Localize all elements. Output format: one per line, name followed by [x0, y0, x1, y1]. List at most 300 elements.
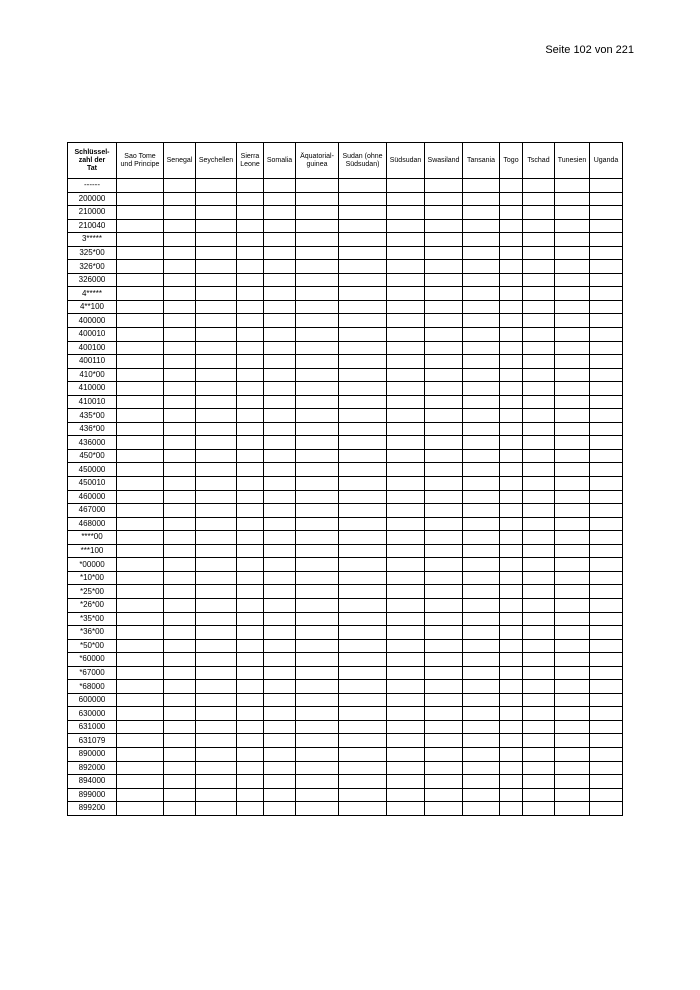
empty-cell — [339, 585, 387, 599]
empty-cell — [463, 409, 500, 423]
empty-cell — [463, 747, 500, 761]
table-row — [68, 680, 623, 694]
empty-cell — [264, 693, 296, 707]
empty-cell — [164, 626, 196, 640]
empty-cell — [425, 585, 463, 599]
empty-cell — [463, 463, 500, 477]
country-column-header — [296, 143, 339, 179]
empty-cell — [296, 246, 339, 260]
empty-cell — [555, 463, 590, 477]
empty-cell — [590, 707, 623, 721]
empty-cell — [164, 544, 196, 558]
empty-cell — [164, 422, 196, 436]
empty-cell — [463, 761, 500, 775]
empty-cell — [196, 761, 237, 775]
empty-cell — [523, 300, 555, 314]
empty-cell — [590, 558, 623, 572]
empty-cell — [164, 477, 196, 491]
empty-cell — [117, 558, 164, 572]
empty-cell — [164, 490, 196, 504]
empty-cell — [196, 693, 237, 707]
empty-cell — [555, 355, 590, 369]
empty-cell — [387, 571, 425, 585]
empty-cell — [196, 273, 237, 287]
empty-cell — [117, 802, 164, 816]
empty-cell — [555, 328, 590, 342]
empty-cell — [339, 598, 387, 612]
empty-cell — [117, 598, 164, 612]
empty-cell — [264, 328, 296, 342]
empty-cell — [463, 368, 500, 382]
empty-cell — [237, 788, 264, 802]
table-row — [68, 612, 623, 626]
empty-cell — [339, 680, 387, 694]
empty-cell — [264, 531, 296, 545]
empty-cell — [590, 463, 623, 477]
empty-cell — [339, 517, 387, 531]
empty-cell — [117, 355, 164, 369]
page-number: Seite 102 von 221 — [545, 44, 634, 56]
empty-cell — [164, 558, 196, 572]
key-cell: 325*00 — [68, 246, 117, 260]
empty-cell — [523, 626, 555, 640]
empty-cell — [523, 598, 555, 612]
empty-cell — [196, 734, 237, 748]
empty-cell — [463, 422, 500, 436]
empty-cell — [237, 409, 264, 423]
empty-cell — [500, 626, 523, 640]
empty-cell — [425, 639, 463, 653]
empty-cell — [296, 260, 339, 274]
empty-cell — [164, 314, 196, 328]
empty-cell — [264, 382, 296, 396]
empty-cell — [555, 449, 590, 463]
key-cell: 460000 — [68, 490, 117, 504]
empty-cell — [500, 206, 523, 220]
empty-cell — [339, 571, 387, 585]
empty-cell — [523, 341, 555, 355]
key-cell: 326*00 — [68, 260, 117, 274]
empty-cell — [523, 287, 555, 301]
empty-cell — [339, 355, 387, 369]
empty-cell — [555, 206, 590, 220]
key-cell: 631000 — [68, 720, 117, 734]
empty-cell — [463, 680, 500, 694]
empty-cell — [237, 598, 264, 612]
empty-cell — [500, 517, 523, 531]
empty-cell — [339, 341, 387, 355]
table-row — [68, 639, 623, 653]
empty-cell — [555, 477, 590, 491]
empty-cell — [339, 747, 387, 761]
empty-cell — [523, 612, 555, 626]
empty-cell — [117, 300, 164, 314]
empty-cell — [339, 761, 387, 775]
empty-cell — [264, 544, 296, 558]
empty-cell — [196, 355, 237, 369]
empty-cell — [117, 720, 164, 734]
key-cell: 3***** — [68, 233, 117, 247]
empty-cell — [296, 585, 339, 599]
empty-cell — [117, 734, 164, 748]
key-cell: 600000 — [68, 693, 117, 707]
empty-cell — [264, 720, 296, 734]
empty-cell — [590, 449, 623, 463]
empty-cell — [425, 720, 463, 734]
empty-cell — [196, 192, 237, 206]
empty-cell — [590, 544, 623, 558]
empty-cell — [425, 341, 463, 355]
table-row — [68, 666, 623, 680]
empty-cell — [339, 612, 387, 626]
empty-cell — [196, 639, 237, 653]
empty-cell — [387, 422, 425, 436]
empty-cell — [164, 300, 196, 314]
empty-cell — [296, 666, 339, 680]
empty-cell — [164, 273, 196, 287]
empty-cell — [339, 463, 387, 477]
empty-cell — [296, 517, 339, 531]
empty-cell — [387, 639, 425, 653]
column-header-label: Tschad — [527, 156, 550, 164]
empty-cell — [555, 409, 590, 423]
table-row — [68, 571, 623, 585]
empty-cell — [523, 246, 555, 260]
empty-cell — [555, 802, 590, 816]
empty-cell — [237, 517, 264, 531]
empty-cell — [523, 422, 555, 436]
empty-cell — [296, 328, 339, 342]
empty-cell — [264, 287, 296, 301]
empty-cell — [117, 273, 164, 287]
empty-cell — [463, 490, 500, 504]
empty-cell — [117, 639, 164, 653]
empty-cell — [117, 531, 164, 545]
empty-cell — [463, 246, 500, 260]
empty-cell — [117, 761, 164, 775]
empty-cell — [500, 355, 523, 369]
empty-cell — [555, 544, 590, 558]
empty-cell — [196, 233, 237, 247]
key-cell: 892000 — [68, 761, 117, 775]
empty-cell — [264, 260, 296, 274]
empty-cell — [523, 260, 555, 274]
empty-cell — [425, 273, 463, 287]
empty-cell — [117, 707, 164, 721]
empty-cell — [523, 531, 555, 545]
empty-cell — [164, 341, 196, 355]
empty-cell — [555, 246, 590, 260]
empty-cell — [500, 219, 523, 233]
empty-cell — [196, 598, 237, 612]
empty-cell — [590, 287, 623, 301]
key-cell: 894000 — [68, 775, 117, 789]
empty-cell — [296, 761, 339, 775]
empty-cell — [164, 598, 196, 612]
empty-cell — [196, 544, 237, 558]
key-cell: 4***** — [68, 287, 117, 301]
empty-cell — [339, 436, 387, 450]
empty-cell — [387, 477, 425, 491]
empty-cell — [237, 531, 264, 545]
empty-cell — [296, 206, 339, 220]
empty-cell — [523, 653, 555, 667]
empty-cell — [237, 477, 264, 491]
empty-cell — [117, 206, 164, 220]
empty-cell — [590, 206, 623, 220]
empty-cell — [590, 260, 623, 274]
empty-cell — [164, 720, 196, 734]
empty-cell — [196, 626, 237, 640]
empty-cell — [117, 680, 164, 694]
empty-cell — [555, 314, 590, 328]
empty-cell — [590, 192, 623, 206]
empty-cell — [555, 788, 590, 802]
empty-cell — [463, 517, 500, 531]
empty-cell — [264, 558, 296, 572]
empty-cell — [296, 775, 339, 789]
empty-cell — [555, 598, 590, 612]
empty-cell — [339, 246, 387, 260]
country-column-header — [463, 143, 500, 179]
empty-cell — [500, 707, 523, 721]
empty-cell — [237, 490, 264, 504]
empty-cell — [425, 761, 463, 775]
empty-cell — [590, 422, 623, 436]
empty-cell — [164, 260, 196, 274]
empty-cell — [296, 734, 339, 748]
key-cell: *68000 — [68, 680, 117, 694]
empty-cell — [500, 612, 523, 626]
empty-cell — [117, 775, 164, 789]
empty-cell — [296, 179, 339, 193]
empty-cell — [196, 680, 237, 694]
empty-cell — [264, 300, 296, 314]
empty-cell — [164, 517, 196, 531]
empty-cell — [196, 653, 237, 667]
empty-cell — [555, 558, 590, 572]
empty-cell — [237, 504, 264, 518]
empty-cell — [387, 761, 425, 775]
empty-cell — [117, 422, 164, 436]
empty-cell — [463, 666, 500, 680]
empty-cell — [117, 219, 164, 233]
empty-cell — [387, 720, 425, 734]
empty-cell — [590, 179, 623, 193]
table-row — [68, 395, 623, 409]
empty-cell — [555, 219, 590, 233]
empty-cell — [523, 802, 555, 816]
key-cell: 436*00 — [68, 422, 117, 436]
empty-cell — [425, 395, 463, 409]
empty-cell — [387, 612, 425, 626]
empty-cell — [196, 179, 237, 193]
table-row — [68, 788, 623, 802]
empty-cell — [387, 246, 425, 260]
empty-cell — [339, 734, 387, 748]
empty-cell — [463, 192, 500, 206]
empty-cell — [164, 571, 196, 585]
empty-cell — [196, 328, 237, 342]
empty-cell — [425, 802, 463, 816]
key-cell: *35*00 — [68, 612, 117, 626]
empty-cell — [164, 585, 196, 599]
empty-cell — [196, 449, 237, 463]
column-header-label: Somalia — [266, 156, 293, 164]
empty-cell — [164, 219, 196, 233]
empty-cell — [555, 233, 590, 247]
empty-cell — [264, 761, 296, 775]
empty-cell — [425, 233, 463, 247]
empty-cell — [523, 544, 555, 558]
empty-cell — [164, 612, 196, 626]
empty-cell — [463, 206, 500, 220]
empty-cell — [387, 544, 425, 558]
empty-cell — [590, 300, 623, 314]
empty-cell — [237, 463, 264, 477]
empty-cell — [264, 314, 296, 328]
empty-cell — [339, 422, 387, 436]
empty-cell — [555, 490, 590, 504]
empty-cell — [117, 653, 164, 667]
empty-cell — [264, 517, 296, 531]
empty-cell — [164, 639, 196, 653]
empty-cell — [555, 368, 590, 382]
empty-cell — [387, 598, 425, 612]
empty-cell — [590, 382, 623, 396]
key-cell: *60000 — [68, 653, 117, 667]
empty-cell — [117, 382, 164, 396]
empty-cell — [196, 531, 237, 545]
empty-cell — [463, 436, 500, 450]
empty-cell — [264, 504, 296, 518]
empty-cell — [425, 734, 463, 748]
empty-cell — [296, 382, 339, 396]
empty-cell — [237, 666, 264, 680]
table-row — [68, 422, 623, 436]
empty-cell — [523, 355, 555, 369]
empty-cell — [425, 477, 463, 491]
empty-cell — [237, 179, 264, 193]
table-row — [68, 382, 623, 396]
empty-cell — [339, 477, 387, 491]
empty-cell — [264, 246, 296, 260]
empty-cell — [296, 192, 339, 206]
table-body — [68, 179, 623, 816]
empty-cell — [164, 463, 196, 477]
empty-cell — [555, 571, 590, 585]
empty-cell — [425, 598, 463, 612]
empty-cell — [425, 246, 463, 260]
table-row — [68, 707, 623, 721]
empty-cell — [117, 544, 164, 558]
key-cell: 468000 — [68, 517, 117, 531]
empty-cell — [523, 314, 555, 328]
empty-cell — [387, 693, 425, 707]
empty-cell — [196, 206, 237, 220]
empty-cell — [523, 775, 555, 789]
empty-cell — [387, 382, 425, 396]
empty-cell — [264, 368, 296, 382]
table-row — [68, 544, 623, 558]
empty-cell — [500, 179, 523, 193]
empty-cell — [425, 558, 463, 572]
empty-cell — [387, 680, 425, 694]
empty-cell — [264, 598, 296, 612]
empty-cell — [296, 368, 339, 382]
empty-cell — [523, 179, 555, 193]
table-row — [68, 449, 623, 463]
empty-cell — [523, 368, 555, 382]
empty-cell — [237, 571, 264, 585]
table-row — [68, 246, 623, 260]
table-row — [68, 720, 623, 734]
empty-cell — [523, 720, 555, 734]
empty-cell — [523, 192, 555, 206]
empty-cell — [117, 328, 164, 342]
key-cell: 400010 — [68, 328, 117, 342]
empty-cell — [264, 707, 296, 721]
empty-cell — [463, 314, 500, 328]
empty-cell — [425, 300, 463, 314]
empty-cell — [196, 463, 237, 477]
table-row — [68, 328, 623, 342]
empty-cell — [425, 206, 463, 220]
empty-cell — [164, 747, 196, 761]
empty-cell — [463, 233, 500, 247]
empty-cell — [425, 328, 463, 342]
table-row — [68, 219, 623, 233]
key-cell: *10*00 — [68, 571, 117, 585]
empty-cell — [590, 341, 623, 355]
table-row — [68, 341, 623, 355]
empty-cell — [339, 490, 387, 504]
empty-cell — [237, 314, 264, 328]
empty-cell — [425, 626, 463, 640]
empty-cell — [387, 300, 425, 314]
empty-cell — [296, 653, 339, 667]
empty-cell — [590, 490, 623, 504]
empty-cell — [523, 747, 555, 761]
empty-cell — [237, 720, 264, 734]
empty-cell — [296, 463, 339, 477]
empty-cell — [555, 747, 590, 761]
empty-cell — [500, 720, 523, 734]
empty-cell — [463, 531, 500, 545]
empty-cell — [237, 449, 264, 463]
empty-cell — [425, 788, 463, 802]
table-row — [68, 585, 623, 599]
empty-cell — [555, 287, 590, 301]
empty-cell — [264, 653, 296, 667]
empty-cell — [500, 436, 523, 450]
table-row — [68, 300, 623, 314]
empty-cell — [523, 449, 555, 463]
empty-cell — [463, 273, 500, 287]
empty-cell — [117, 260, 164, 274]
empty-cell — [523, 273, 555, 287]
empty-cell — [590, 314, 623, 328]
empty-cell — [523, 693, 555, 707]
table-row — [68, 314, 623, 328]
empty-cell — [523, 788, 555, 802]
empty-cell — [296, 626, 339, 640]
empty-cell — [164, 409, 196, 423]
empty-cell — [339, 300, 387, 314]
empty-cell — [164, 395, 196, 409]
key-cell: 467000 — [68, 504, 117, 518]
empty-cell — [463, 355, 500, 369]
